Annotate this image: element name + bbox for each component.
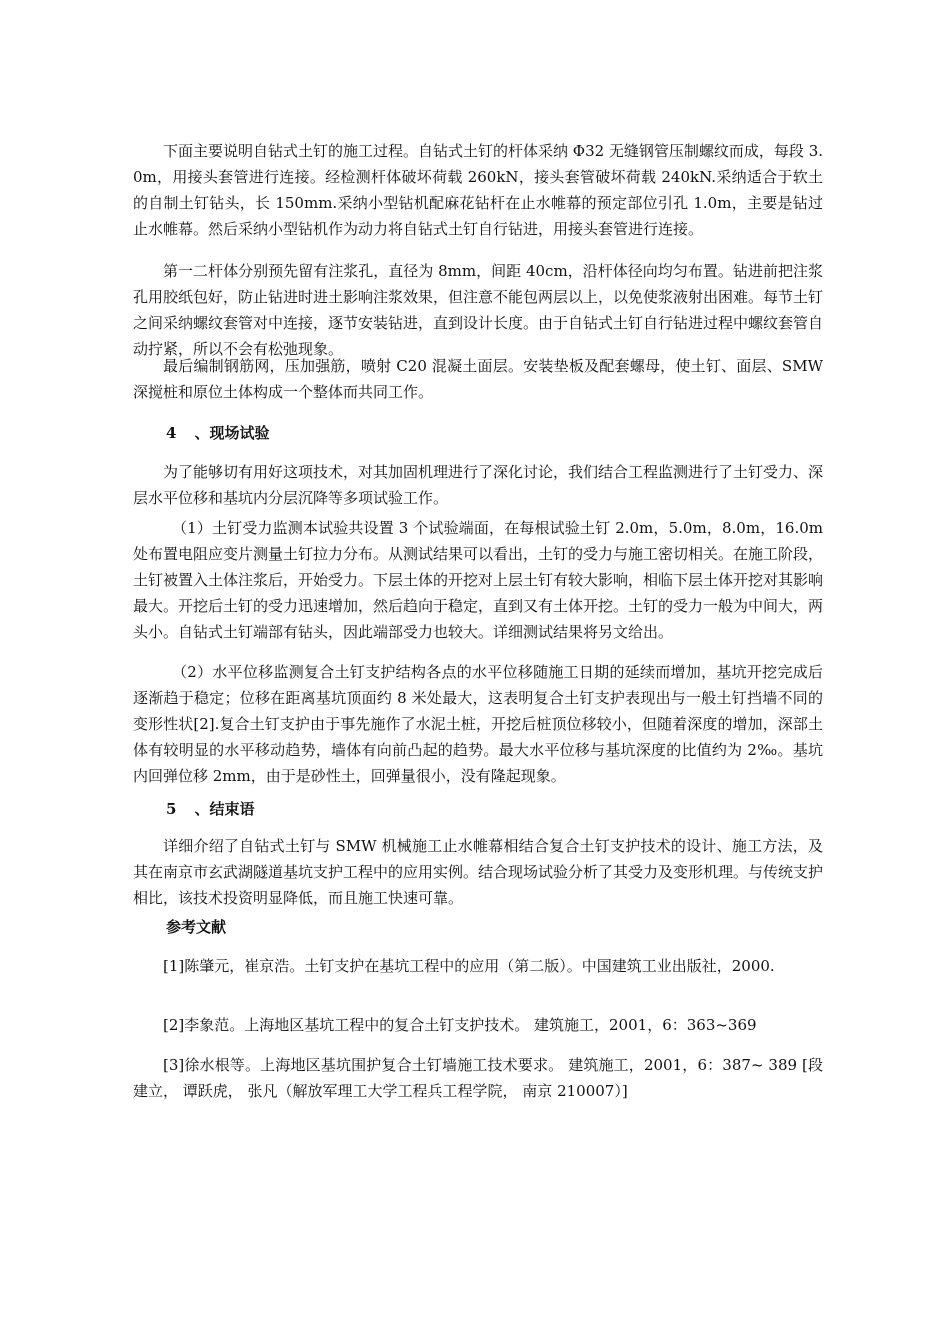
references-heading: 参考文献 [166,918,227,936]
section-title: 、现场试验 [194,424,270,442]
paragraph-shotcrete: 最后编制钢筋网，压加强筋，喷射 C20 混凝土面层。安装垫板及配套螺母，使土钉、面层、SMW 深搅桩和原位土体构成一个整体而共同工作。 [133,357,823,401]
section-title: 、结束语 [194,800,255,818]
section-heading-field-test [166,420,269,446]
paragraph-conclusion: 详细介绍了自钻式土钉与 SMW 机械施工止水帷幕相结合复合土钉支护技术的设计、施工方法，及其在南京市玄武湖隧道基坑支护工程中的应用实例。结合现场试验分析了其受力及变形机理。与传统支护相比，该技术投资明显降低，而且施工快速可靠。 [133,837,824,907]
paragraph-construction-process: 下面主要说明自钻式土钉的施工过程。自钻式土钉的杆体采纳 Φ32 无缝钢管压制螺纹而成，每段 3.0m，用接头套管进行连接。经检测杆体破坏荷载 260kN，接头套管破坏荷载 240kN.采纳适合于软土的自制土钉钻头，长 150mm.采纳小型钻机配麻花钻杆在止水帷幕的预定部位引孔 1.0m，主要是钻过止水帷幕。然后采纳小型钻机作为动力将自钻式土钉自行钻进，用接头套管进行连接。 [133,142,824,238]
section-number: 4 [166,424,177,442]
paragraph-grouting-holes: 第一二杆体分别预先留有注浆孔，直径为 8mm，间距 40cm，沿杆体径向均匀布置。钻进前把注浆孔用胶纸包好，防止钻进时进土影响注浆效果，但注意不能包两层以上，以免使浆液射出困难。每节土钉之间采纳螺纹套管对中连接，逐节安装钻进，直到设计长度。由于自钻式土钉自行钻进过程中螺纹套管自动拧紧，所以不会有松弛现象。 [133,262,824,358]
reference-item-1: [1]陈肇元，崔京浩。土钉支护在基坑工程中的应用（第二版）。中国建筑工业出版社，2000. [163,957,775,975]
paragraph-nail-force-monitoring: （1）土钉受力监测本试验共设置 3 个试验端面，在每根试验土钉 2.0m，5.0m，8.0m，16.0m 处布置电阻应变片测量土钉拉力分布。从测试结果可以看出，土钉的受力与施工密切相关。在施工阶段，土钉被置入土体注浆后，开始受力。下层土体的开挖对上层土钉有较大影响，相临下层土体开挖对其影响最大。开挖后土钉的受力迅速增加，然后趋向于稳定，直到又有土体开挖。土钉的受力一般为中间大，两头小。自钻式土钉端部有钻头，因此端部受力也较大。详细测试结果将另文给出。 [133,519,824,641]
section-heading-conclusion [166,796,254,822]
paragraph-horizontal-displacement: （2）水平位移监测复合土钉支护结构各点的水平位移随施工日期的延续而增加，基坑开挖完成后逐渐趋于稳定；位移在距离基坑顶面约 8 米处最大，这表明复合土钉支护表现出与一般土钉挡墙不同的变形性状[2].复合土钉支护由于事先施作了水泥土桩，开挖后桩顶位移较小，但随着深度的增加，深部土体有较明显的水平移动趋势，墙体有向前凸起的趋势。最大水平位移与基坑深度的比值约为 2‰。基坑内回弹位移 2mm，由于是砂性土，回弹量很小，没有隆起现象。 [133,663,823,785]
reference-item-2: [2]李象范。上海地区基坑工程中的复合土钉支护技术。 建筑施工，2001，6：363~369 [163,1016,757,1034]
reference-item-3: [3]徐水根等。上海地区基坑围护复合土钉墙施工技术要求。 建筑施工，2001，6：387~ 389 [段建立， 谭跃虎， 张凡（解放军理工大学工程兵工程学院， 南京 210007）] [133,1056,823,1100]
paragraph-field-test-intro: 为了能够切有用好这项技术，对其加固机理进行了深化讨论，我们结合工程监测进行了土钉受力、深层水平位移和基坑内分层沉降等多项试验工作。 [133,463,824,507]
section-number: 5 [166,800,177,818]
